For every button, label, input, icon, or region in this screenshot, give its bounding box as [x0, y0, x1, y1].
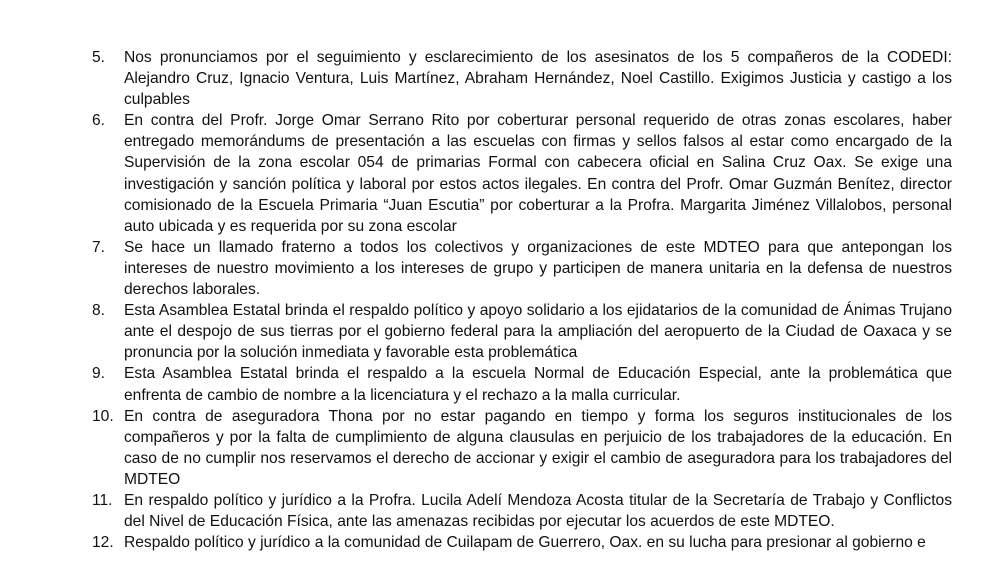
item-text: En contra del Profr. Jorge Omar Serrano Rito por coberturar personal requerido de otras zonas escolares, haber entregado memorándums de presentación a las escuelas con firmas y sellos falsos al estar como encargado de la Supervisión de la zona escolar 054 de primarias Formal con cabecera oficial en Salina Cruz Oax. Se exige una investigación y sanción política y laboral por estos actos ilegales. En contra del Profr. Omar Guzmán Benítez, director comisionado de la Escuela Primaria “Juan Escutia” por coberturar a la Profra. Margarita Jiménez Villalobos, personal auto ubicada y es requerida por su zona escolar: [124, 112, 952, 235]
item-text: Esta Asamblea Estatal brinda el respaldo a la escuela Normal de Educación Especial, ante la problemática que enfrenta de cambio de nombre a la licenciatura y el rechazo a la malla curricular.: [124, 365, 952, 404]
list-item: [92, 490, 952, 532]
item-text: Nos pronunciamos por el seguimiento y esclarecimiento de los asesinatos de los 5 compañeros de la CODEDI: Alejandro Cruz, Ignacio Ventura, Luis Martínez, Abraham Hernández, Noel Castillo. Exigimos Justicia y castigo a los culpables: [124, 49, 952, 109]
item-text: Se hace un llamado fraterno a todos los colectivos y organizaciones de este MDTEO para que antepongan los intereses de nuestro movimiento a los intereses de grupo y participen de manera unitaria en la defensa de nuestros derechos laborales.: [124, 238, 952, 299]
item-number: 5.: [92, 49, 106, 66]
list-item: [92, 532, 952, 553]
item-text: En contra de aseguradora Thona por no estar pagando en tiempo y forma los seguros institucionales de los compañeros y por la falta de cumplimiento de alguna clausulas en perjuicio de los trabajadores de la educación. En caso de no cumplir nos reservamos el derecho de accionar y exigir el cambio de aseguradora para los trabajadores del MDTEO: [124, 407, 952, 488]
list-item: [92, 47, 952, 110]
list-item: [92, 237, 952, 300]
item-text: Respaldo político y jurídico a la comunidad de Cuilapam de Guerrero, Oax. en su lucha para presionar al gobierno e: [124, 534, 926, 552]
item-number: 7.: [92, 238, 106, 256]
resolutions-list: [92, 47, 952, 553]
list-item: [92, 363, 952, 405]
item-number: 10.: [92, 407, 114, 425]
item-text: En respaldo político y jurídico a la Profra. Lucila Adelí Mendoza Acosta titular de la Secretaría de Trabajo y Conflictos del Nivel de Educación Física, ante las amenazas recibidas por ejecutar los acuerdos de este MDTEO.: [124, 491, 952, 531]
item-text: Esta Asamblea Estatal brinda el respaldo político y apoyo solidario a los ejidatarios de la comunidad de Ánimas Trujano ante el despojo de sus tierras por el gobierno federal para la ampliación del aeropuerto de la Ciudad de Oaxaca y se pronuncia por la solución inmediata y favorable esta problemática: [124, 302, 952, 362]
item-number: 9.: [92, 365, 106, 383]
list-item: [92, 300, 952, 363]
item-number: 11.: [92, 491, 113, 509]
item-number: 6.: [92, 112, 106, 130]
list-item: [92, 110, 952, 237]
list-item: [92, 406, 952, 490]
item-number: 12.: [92, 534, 114, 552]
item-number: 8.: [92, 302, 106, 320]
